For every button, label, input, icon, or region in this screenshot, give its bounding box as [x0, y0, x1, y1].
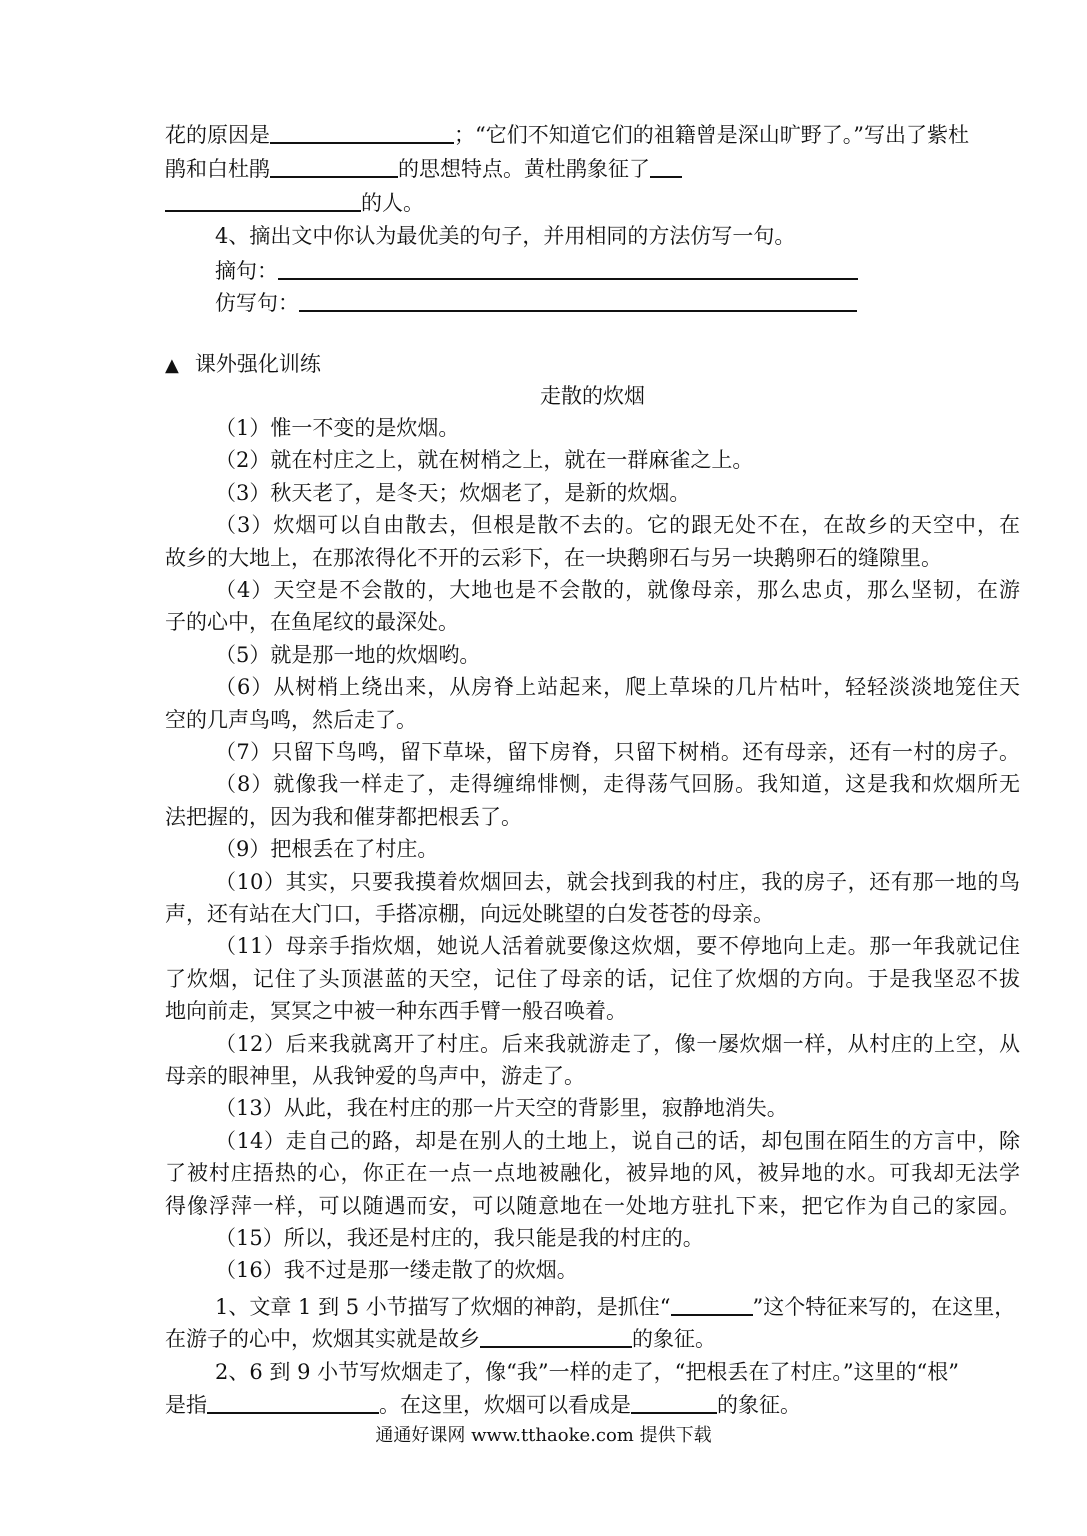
- text-segment: 的象征。: [632, 1327, 716, 1351]
- text-segment: ；“它们不知道它们的祖籍曾是深山旷野了。”写出了紫杜: [454, 123, 969, 147]
- article-line: （3）秋天老了，是冬天；炊烟老了，是新的炊烟。: [215, 481, 691, 505]
- question-1-line-2: [165, 1322, 1020, 1354]
- article-line: （1）惟一不变的是炊烟。: [215, 416, 460, 440]
- question-3-line-3: [165, 186, 1020, 218]
- answer-blank: [270, 152, 398, 178]
- excerpt-label: 摘句：: [215, 259, 278, 283]
- article-line: （15）所以，我还是村庄的，我只能是我的村庄的。: [215, 1226, 704, 1250]
- article-title: 走散的炊烟: [540, 384, 645, 408]
- article-line: 故乡的大地上，在那浓得化不开的云彩下，在一块鹅卵石与另一块鹅卵石的缝隙里。: [165, 546, 942, 570]
- section-title: 课外强化训练: [194, 352, 321, 376]
- article-line: （12）后来我就离开了村庄。后来我就游走了，像一屡炊烟一样，从村庄的上空，从: [215, 1032, 1020, 1056]
- text-segment: 花的原因是: [165, 123, 270, 147]
- text-segment: 鹃和白杜鹃: [165, 157, 270, 181]
- answer-blank: [299, 286, 857, 312]
- text-segment: 的人。: [361, 191, 424, 215]
- question-2-line-2: [165, 1388, 1020, 1420]
- article-line: 法把握的，因为我和催芽都把根丢了。: [165, 805, 522, 829]
- article-line: （6）从树梢上绕出来，从房脊上站起来，爬上草垛的几片枯叶，轻轻淡淡地笼住天: [215, 675, 1020, 699]
- text-segment: 是指: [165, 1393, 207, 1417]
- imitation-line: [215, 286, 1020, 318]
- article-line: 子的心中，在鱼尾纹的最深处。: [165, 610, 459, 634]
- answer-blank: [278, 254, 858, 280]
- article-line: （2）就在村庄之上，就在树梢之上，就在一群麻雀之上。: [215, 448, 754, 472]
- text-segment: 在游子的心中，炊烟其实就是故乡: [165, 1327, 480, 1351]
- article-line: （16）我不过是那一缕走散了的炊烟。: [215, 1258, 578, 1282]
- section-heading: [165, 348, 1020, 380]
- answer-blank: [631, 1388, 717, 1414]
- question-3-line-2: [165, 152, 1020, 184]
- answer-blank: [671, 1290, 753, 1316]
- question-2-line-1: 2、6 到 9 小节写炊烟走了，像“我”一样的走了，“把根丢在了村庄。”这里的“根”: [215, 1360, 960, 1384]
- text-segment: 的思想特点。黄杜鹃象征了: [398, 157, 650, 181]
- article-line: （13）从此，我在村庄的那一片天空的背影里，寂静地消失。: [215, 1096, 788, 1120]
- question-3-line-1: [165, 118, 1020, 150]
- question-4: 4、摘出文中你认为最优美的句子，并用相同的方法仿写一句。: [215, 224, 796, 248]
- article-line: （14）走自己的路，却是在别人的土地上，说自己的话，却包围在陌生的方言中，除: [215, 1129, 1020, 1153]
- question-1-line-1: [215, 1290, 1020, 1322]
- answer-blank: [650, 152, 682, 178]
- answer-blank: [165, 186, 361, 212]
- article-line: （9）把根丢在了村庄。: [215, 837, 439, 861]
- article-line: 声，还有站在大门口，手搭凉棚，向远处眺望的白发苍苍的母亲。: [165, 902, 774, 926]
- article-line: 地向前走，冥冥之中被一种东西手臂一般召唤着。: [165, 999, 627, 1023]
- triangle-icon: ▲: [165, 355, 179, 376]
- article-line: 了被村庄捂热的心，你正在一点一点地被融化，被异地的风，被异地的水。可我却无法学: [165, 1161, 1020, 1185]
- excerpt-line: [215, 254, 1020, 286]
- article-line: （10）其实，只要我摸着炊烟回去，就会找到我的村庄，我的房子，还有那一地的鸟: [215, 870, 1020, 894]
- text-segment: 1、文章 1 到 5 小节描写了炊烟的神韵，是抓住“: [215, 1295, 671, 1319]
- page-footer: 通通好课网 www.tthaoke.com 提供下载: [375, 1425, 712, 1446]
- imitation-label: 仿写句：: [215, 291, 299, 315]
- article-line: （11）母亲手指炊烟，她说人活着就要像这炊烟，要不停地向上走。那一年我就记住: [215, 934, 1020, 958]
- article-line: 母亲的眼神里，从我钟爱的鸟声中，游走了。: [165, 1064, 585, 1088]
- text-segment: 。在这里，炊烟可以看成是: [379, 1393, 631, 1417]
- article-line: 了炊烟，记住了头顶湛蓝的天空，记住了母亲的话，记住了炊烟的方向。于是我坚忍不拔: [165, 967, 1020, 991]
- answer-blank: [480, 1322, 632, 1348]
- answer-blank: [270, 118, 454, 144]
- article-line: （4）天空是不会散的，大地也是不会散的，就像母亲，那么忠贞，那么坚韧，在游: [215, 578, 1020, 602]
- answer-blank: [207, 1388, 379, 1414]
- article-line: （3）炊烟可以自由散去，但根是散不去的。它的跟无处不在，在故乡的天空中，在: [215, 513, 1020, 537]
- article-line: （8）就像我一样走了，走得缠绵悱恻，走得荡气回肠。我知道，这是我和炊烟所无: [215, 772, 1020, 796]
- text-segment: ”这个特征来写的，在这里，: [752, 1295, 1016, 1319]
- text-segment: 的象征。: [717, 1393, 801, 1417]
- article-line: （7）只留下鸟鸣，留下草垛，留下房脊，只留下树梢。还有母亲，还有一村的房子。: [215, 740, 1020, 764]
- article-line: （5）就是那一地的炊烟哟。: [215, 643, 481, 667]
- article-line: 得像浮萍一样，可以随遇而安，可以随意地在一处地方驻扎下来，把它作为自己的家园。: [165, 1194, 1020, 1218]
- article-line: 空的几声鸟鸣，然后走了。: [165, 708, 417, 732]
